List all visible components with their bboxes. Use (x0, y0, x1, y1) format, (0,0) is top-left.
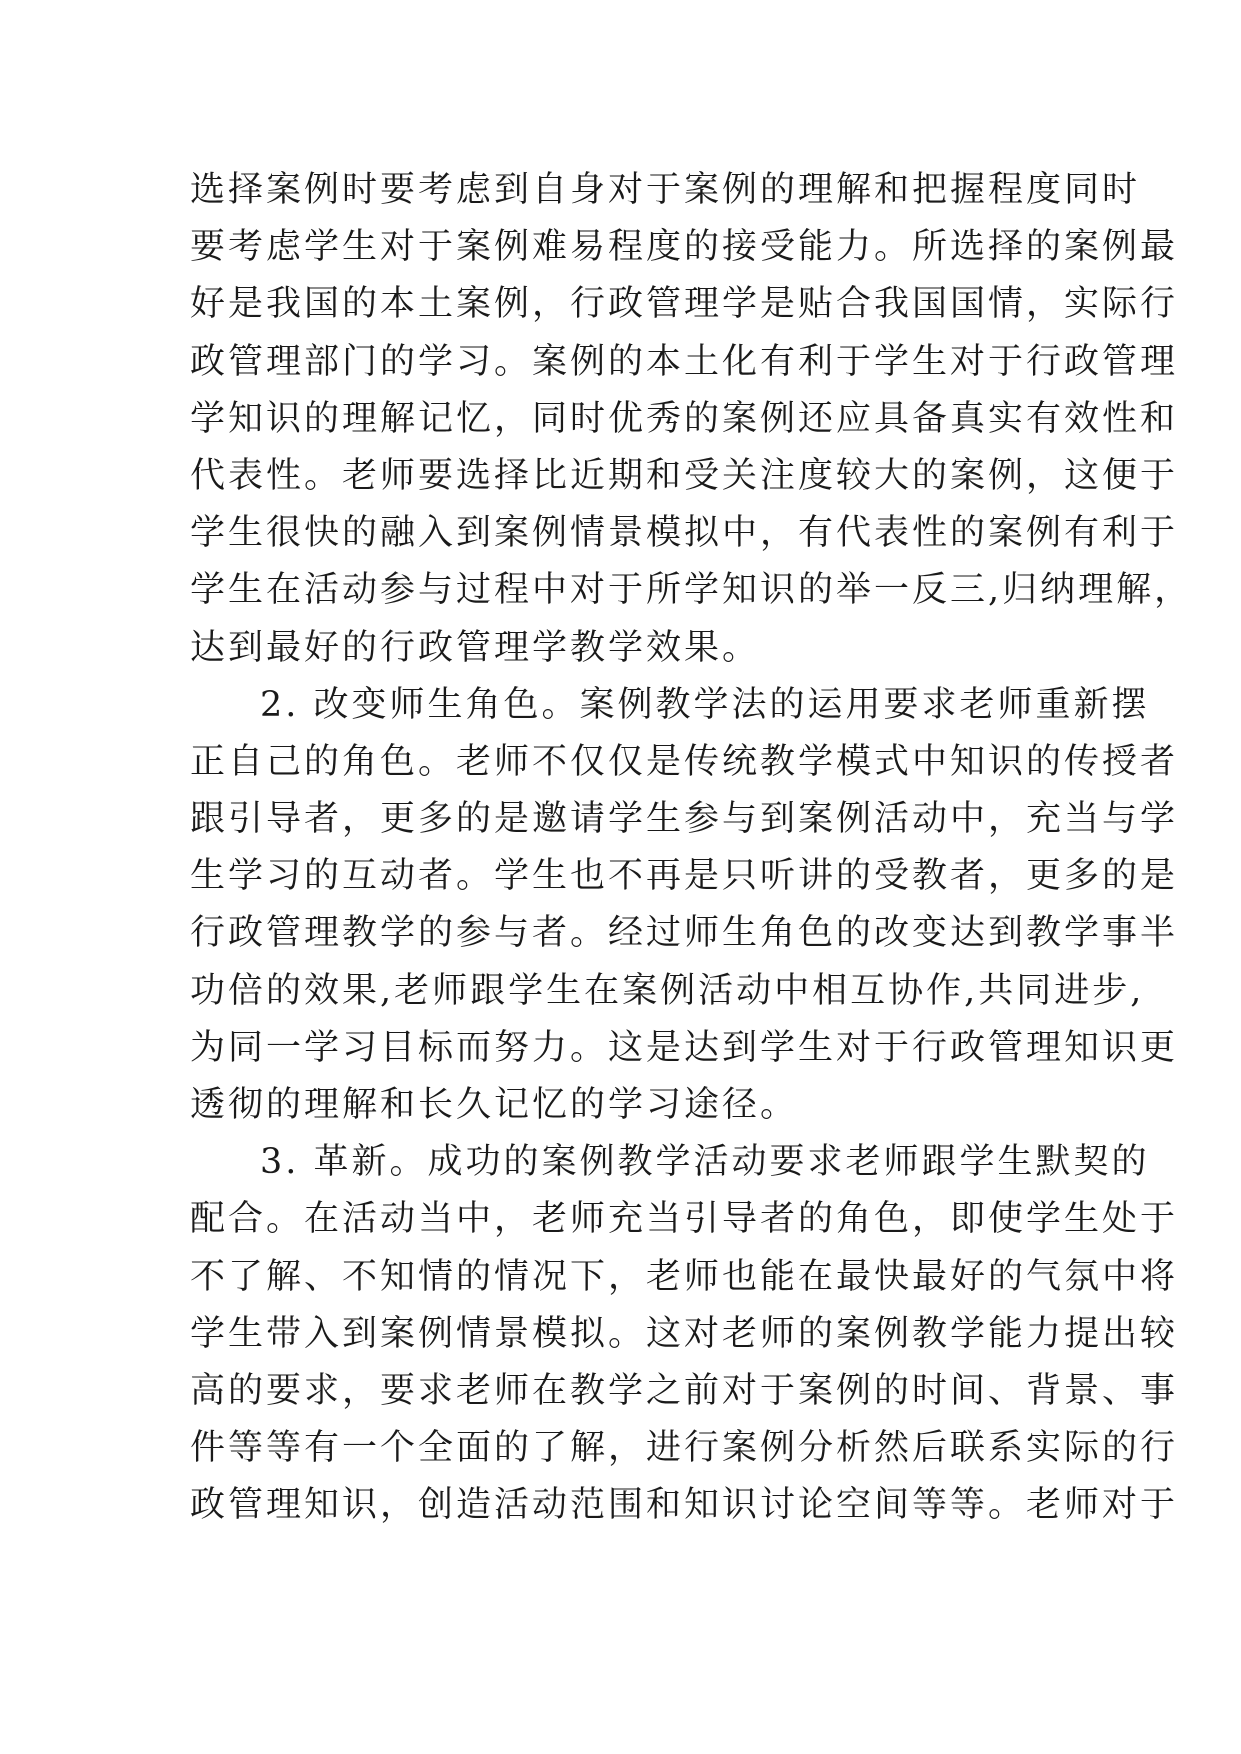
text-line: 政管理知识，创造活动范围和知识讨论空间等等。老师对于 (190, 1485, 1179, 1526)
text-line: 达到最好的行政管理学教学效果。 (190, 627, 761, 668)
text-line: 学知识的理解记忆，同时优秀的案例还应具备真实有效性和 (190, 398, 1179, 439)
text-line: 好是我国的本土案例，行政管理学是贴合我国国情，实际行 (190, 284, 1179, 325)
text-line: 代表性。老师要选择比近期和受关注度较大的案例，这便于 (190, 455, 1179, 496)
body-text (190, 162, 1193, 1535)
text-line: 要考虑学生对于案例难易程度的接受能力。所选择的案例最 (190, 227, 1179, 268)
text-line: 学生带入到案例情景模拟。这对老师的案例教学能力提出较 (190, 1313, 1179, 1354)
text-line: 生学习的互动者。学生也不再是只听讲的受教者，更多的是 (190, 856, 1179, 897)
text-line: 配合。在活动当中，老师充当引导者的角色，即使学生处于 (190, 1199, 1179, 1240)
paragraph-start-line: 2. 改变师生角色。案例教学法的运用要求老师重新摆 (260, 684, 1150, 725)
text-line: 行政管理教学的参与者。经过师生角色的改变达到教学事半 (190, 913, 1179, 954)
text-line: 高的要求，要求老师在教学之前对于案例的时间、背景、事 (190, 1370, 1179, 1411)
text-line: 正自己的角色。老师不仅仅是传统教学模式中知识的传授者 (190, 741, 1179, 782)
text-line: 学生在活动参与过程中对于所学知识的举一反三,归纳理解， (190, 570, 1193, 611)
text-line: 件等等有一个全面的了解，进行案例分析然后联系实际的行 (190, 1428, 1179, 1469)
text-line: 为同一学习目标而努力。这是达到学生对于行政管理知识更 (190, 1027, 1179, 1068)
text-line: 不了解、不知情的情况下，老师也能在最快最好的气氛中将 (190, 1256, 1179, 1297)
text-line: 跟引导者，更多的是邀请学生参与到案例活动中，充当与学 (190, 799, 1179, 840)
text-line: 选择案例时要考虑到自身对于案例的理解和把握程度同时 (190, 170, 1141, 210)
text-line: 政管理部门的学习。案例的本土化有利于学生对于行政管理 (190, 341, 1179, 382)
paragraph-start-line: 3. 革新。成功的案例教学活动要求老师跟学生默契的 (260, 1142, 1150, 1183)
text-line: 功倍的效果,老师跟学生在案例活动中相互协作,共同进步, (190, 970, 1145, 1011)
text-line: 学生很快的融入到案例情景模拟中，有代表性的案例有利于 (190, 513, 1179, 554)
text-line: 透彻的理解和长久记忆的学习途径。 (190, 1085, 799, 1125)
